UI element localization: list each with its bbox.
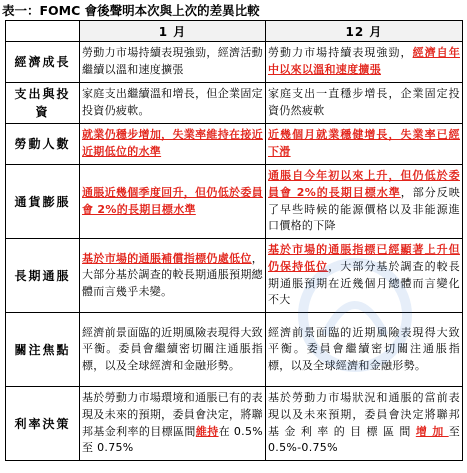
cell-december-spending-investment [266,83,463,124]
row-economic-growth [6,42,463,83]
highlighted-text: 維持 [195,424,219,438]
comparison-table [5,20,463,461]
row-labor [6,124,463,165]
row-label-long-term-inflation: 長期通脹 [6,239,80,313]
cell-december-labor [266,124,463,165]
cell-january-spending-investment [80,83,266,124]
row-spending-investment [6,83,463,124]
text-segment: 至 0.5%-0.75% [268,424,460,455]
text-segment: 家庭支出繼續溫和增長，但企業固定投資仍疲軟。 [82,87,263,117]
row-label-spending-investment: 支出與投資 [6,83,80,124]
cell-january-rate-decision [80,387,266,461]
table-caption-text: 表一：FOMC 會後聲明本次與上次的差異比較 [2,3,260,18]
cell-december-inflation [266,165,463,239]
row-long-term-inflation [6,239,463,313]
cell-december-focus [266,313,463,387]
row-focus [6,313,463,387]
header-corner-cell [6,21,80,42]
cell-january-focus [80,313,266,387]
text-segment: 家庭支出一直穩步增長，企業固定投資仍然疲軟 [268,87,460,117]
table-caption [2,2,260,20]
cell-december-economic-growth [266,42,463,83]
header-january: 1 月 [80,21,266,42]
cell-december-rate-decision [266,387,463,461]
text-segment: ，大部分基於調查的較長期通脹預期在近幾個月總體而言變化不大 [268,259,460,307]
highlighted-text: 通脹近幾個季度回升，但仍低於委員會 2%的長期目標水準 [82,185,263,216]
text-segment: 基於勞動力市場狀況和通脹的當前表現以及未來預期，委員會決定將聯邦基金利率的目標區間 [268,391,460,438]
row-inflation [6,165,463,239]
header-december: 12 月 [266,21,463,42]
row-label-economic-growth: 經濟成長 [6,42,80,83]
cell-january-economic-growth [80,42,266,83]
highlighted-text: 基於市場的通脹指標已經顯著上升但仍保持低位 [268,243,460,273]
text-segment: 經濟前景面臨的近期風險表現得大致平衡。委員會繼續密切關注通脹指標，以及全球經濟和金融形勢。 [82,325,263,372]
cell-january-long-term-inflation [80,239,266,313]
text-segment: 經濟前景面臨的近期風險表現得大致平衡。委員會繼續密切關注通脹指標，以及全球經濟和金融形勢。 [268,325,460,372]
row-label-inflation: 通貨膨脹 [6,165,80,239]
text-segment: 在 0.5%至 0.75% [82,424,263,455]
row-label-focus: 關注焦點 [6,313,80,387]
text-segment: 勞動力市場持續表現強勁，經濟活動繼續以溫和速度擴張 [82,46,263,76]
cell-january-inflation [80,165,266,239]
highlighted-text: 通脹自今年初以來上升，但仍低於委員會 2%的長期目標水準 [268,169,460,199]
text-segment: 勞動力市場持續表現強勁， [268,46,413,60]
row-label-labor: 勞動人數 [6,124,80,165]
row-rate-decision [6,387,463,461]
highlighted-text: 增加 [415,424,449,438]
text-segment: ，部分反映了早些時候的能源價格以及非能源進口價格的下降 [268,185,461,233]
highlighted-text: 就業仍穩步增加，失業率維持在接近近期低位的水準 [82,128,263,158]
row-label-rate-decision: 利率決策 [6,387,80,461]
cell-december-long-term-inflation [266,239,463,313]
highlighted-text: 近幾個月就業穩健增長，失業率已經下滑 [268,128,460,158]
text-segment: 基於勞動力市場環境和通脹已有的表現及未來的預期，委員會決定，將聯邦基金利率的目標區間 [82,391,263,438]
header-row [6,21,463,42]
highlighted-text: 經濟自年中以來以溫和速度擴張 [268,46,460,76]
cell-january-labor [80,124,266,165]
highlighted-text: 基於市場的通脹補償指標仍處低位 [82,251,252,265]
comparison-table-body [6,42,463,461]
text-segment: ，大部分基於調查的較長期通脹預期總體而言幾乎未變。 [82,251,263,298]
